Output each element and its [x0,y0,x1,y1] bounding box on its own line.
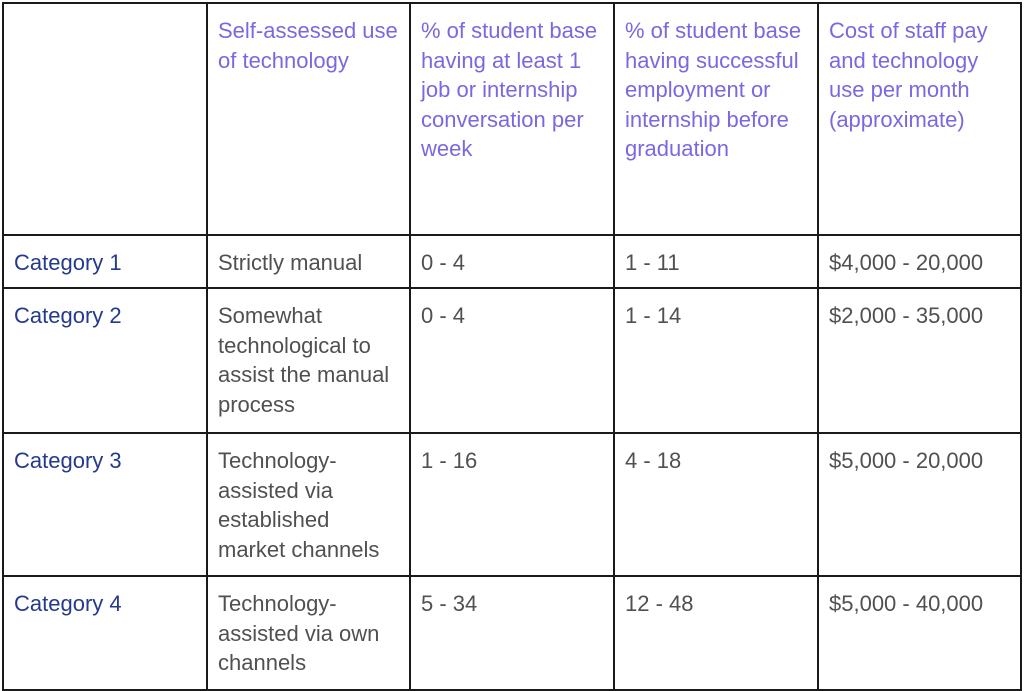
header-employment-pct-text: % of student base having successful employment or internship before graduation [625,18,802,161]
monthly-cost-value: $4,000 - 20,000 [829,250,984,275]
row-label: Category 2 [14,303,122,328]
technology-use-value: Technology-assisted via own channels [218,591,380,675]
category-comparison-table [2,2,1022,691]
employment-pct-cell [614,576,818,690]
row-label: Category 3 [14,448,122,473]
header-cell-technology-use [207,3,410,235]
employment-pct-value: 1 - 11 [625,250,680,275]
row-label: Category 1 [14,250,122,275]
header-conversation-pct-text: % of student base having at least 1 job or internship conversation per week [421,18,598,161]
monthly-cost-value: $5,000 - 40,000 [829,591,984,616]
employment-pct-cell [614,235,818,288]
technology-use-cell [207,288,410,433]
employment-pct-value: 12 - 48 [625,591,694,616]
conversation-pct-cell [410,576,614,690]
conversation-pct-value: 0 - 4 [421,250,466,275]
row-label-cell [3,235,207,288]
conversation-pct-cell [410,235,614,288]
technology-use-cell [207,576,410,690]
monthly-cost-cell [818,433,1021,576]
monthly-cost-value: $2,000 - 35,000 [829,303,984,328]
monthly-cost-value: $5,000 - 20,000 [829,448,984,473]
table-row [3,433,1021,576]
conversation-pct-value: 0 - 4 [421,303,466,328]
table-row [3,288,1021,433]
technology-use-cell [207,433,410,576]
employment-pct-cell [614,433,818,576]
header-cell-conversation-pct [410,3,614,235]
technology-use-cell [207,235,410,288]
header-corner-cell [3,3,207,235]
monthly-cost-cell [818,576,1021,690]
monthly-cost-cell [818,235,1021,288]
row-label-cell [3,433,207,576]
employment-pct-value: 4 - 18 [625,448,682,473]
table-row [3,576,1021,690]
monthly-cost-cell [818,288,1021,433]
row-label-cell [3,576,207,690]
technology-use-value: Technology-assisted via established market channels [218,448,380,562]
conversation-pct-cell [410,288,614,433]
header-monthly-cost-text: Cost of staff pay and technology use per month (approximate) [829,18,988,132]
conversation-pct-value: 5 - 34 [421,591,478,616]
employment-pct-value: 1 - 14 [625,303,682,328]
header-cell-employment-pct [614,3,818,235]
header-cell-monthly-cost [818,3,1021,235]
table-header-row [3,3,1021,235]
employment-pct-cell [614,288,818,433]
header-technology-use-text: Self-assessed use of technology [218,18,398,73]
row-label: Category 4 [14,591,122,616]
technology-use-value: Strictly manual [218,250,363,275]
table-row [3,235,1021,288]
technology-use-value: Somewhat technological to assist the manual process [218,303,390,417]
row-label-cell [3,288,207,433]
conversation-pct-cell [410,433,614,576]
conversation-pct-value: 1 - 16 [421,448,478,473]
